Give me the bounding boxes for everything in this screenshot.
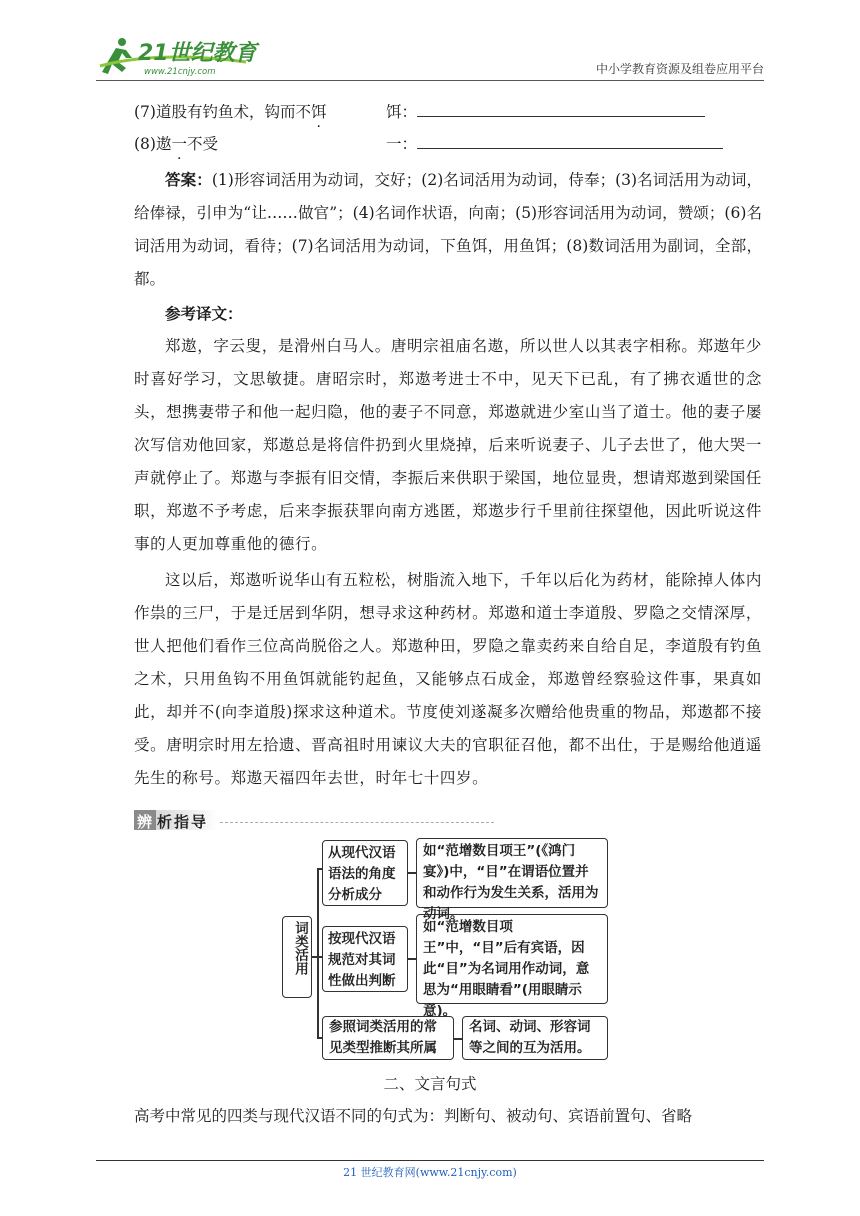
header-divider — [96, 80, 764, 81]
translation-label: 参考译文： — [165, 304, 243, 323]
translation-paragraph-2: 这以后，郑遨听说华山有五粒松，树脂流入地下，千年以后化为药材，能除掉人体内作祟的三尸，于是迁居到华阴，想寻求这种药材。郑遨和道士李道殷、罗隐之交情深厚，世人把他们看作三位高尚脱俗之人。郑遨种田，罗隐之靠卖药来自给自足，李道殷有钓鱼之术，只用鱼钩不用鱼饵就能钓起鱼，又能够点石成金，郑遨曾经察验这件事，果真如此，却并不(向李道殷)探求这种道术。节度使刘遂凝多次赠给他贵重的物品，郑遨都不接受。唐明宗时用左拾遗、晋高祖时用谏议大夫的官职征召他，都不出仕，于是赐给他逍遥先生的称号。郑遨天福四年去世，时年七十四岁。 — [134, 571, 762, 787]
guide-section-header — [134, 810, 494, 830]
emphasis-dot-char: 一 — [171, 135, 187, 153]
guide-badge-first: 辨 — [137, 813, 153, 831]
question-8: (8)遨一不受 — [134, 135, 218, 153]
answer-blank[interactable] — [417, 134, 723, 149]
answer-blank[interactable] — [417, 102, 705, 117]
section-2-title: 二、文言句式 — [383, 1075, 477, 1093]
answer-paragraph: 答案：(1)形容词活用为动词，交好；(2)名词活用为动词，侍奉；(3)名词活用为动词，给俸禄，引申为“让……做官”；(4)名词作状语，向南；(5)形容词活用为动词，赞颂；(6)名词活用为动词，看待；(7)名词活用为动词，下鱼饵，用鱼饵；(8)数词活用为副词，全部，都。 — [134, 170, 762, 288]
footer-text: 21 世纪教育网(www.21cnjy.com) — [343, 1166, 517, 1179]
question-8-answer: 一： — [386, 134, 723, 154]
diagram-detail-3: 名词、动词、形容词等之间的互为活用。 — [462, 1016, 608, 1060]
diagram-method-1: 从现代汉语语法的角度分析成分 — [322, 840, 408, 906]
diagram-method-2: 按现代汉语规范对其词性做出判断 — [322, 926, 408, 992]
runner-logo-icon — [96, 36, 266, 80]
question-7: (7)道股有钓鱼术，钩而不饵 — [134, 103, 327, 121]
diagram-detail-2: 如“范增数目项王”中，“目”后有宾语，因此“目”为名词用作动词，意思为“用眼睛看”(用眼睛示意)。 — [416, 914, 608, 1004]
footer-divider — [96, 1160, 764, 1161]
section-2-intro: 高考中常见的四类与现代汉语不同的句式为：判断句、被动句、宾语前置句、省略 — [134, 1107, 693, 1125]
diagram-method-3: 参照词类活用的常见类型推断其所属 — [322, 1016, 454, 1060]
platform-name: 中小学教育资源及组卷应用平台 — [595, 62, 764, 76]
emphasis-dot-char: 饵 — [310, 103, 327, 121]
question-7-answer: 饵： — [386, 102, 705, 122]
diagram-root-box: 词类活用 — [282, 916, 312, 998]
site-logo — [96, 36, 266, 80]
diagram-detail-1: 如“范增数目项王”(《鸿门宴》)中，“目”在谓语位置并和动作行为发生关系，活用为动词。 — [416, 838, 608, 908]
logo-url: www.21cnjy.com — [144, 67, 216, 77]
translation-paragraph-1: 郑遨，字云叟，是滑州白马人。唐明宗祖庙名遨，所以世人以其表字相称。郑遨年少时喜好学习，文思敏捷。唐昭宗时，郑遨考进士不中，见天下已乱，有了拂衣遁世的念头，想携妻带子和他一起归隐，他的妻子不同意，郑遨就进少室山当了道士。他的妻子屡次写信劝他回家，郑遨总是将信件扔到火里烧掉，后来听说妻子、儿子去世了，他大哭一声就停止了。郑遨与李振有旧交情，李振后来供职于梁国，地位显贵，想请郑遨到梁国任职，郑遨不予考虑，后来李振获罪向南方逃匿，郑遨步行千里前往探望他，因此听说这件事的人更加尊重他的德行。 — [134, 337, 762, 553]
logo-text: 21世纪教育 — [138, 41, 257, 66]
guide-badge-rest: 析指导 — [157, 813, 209, 831]
